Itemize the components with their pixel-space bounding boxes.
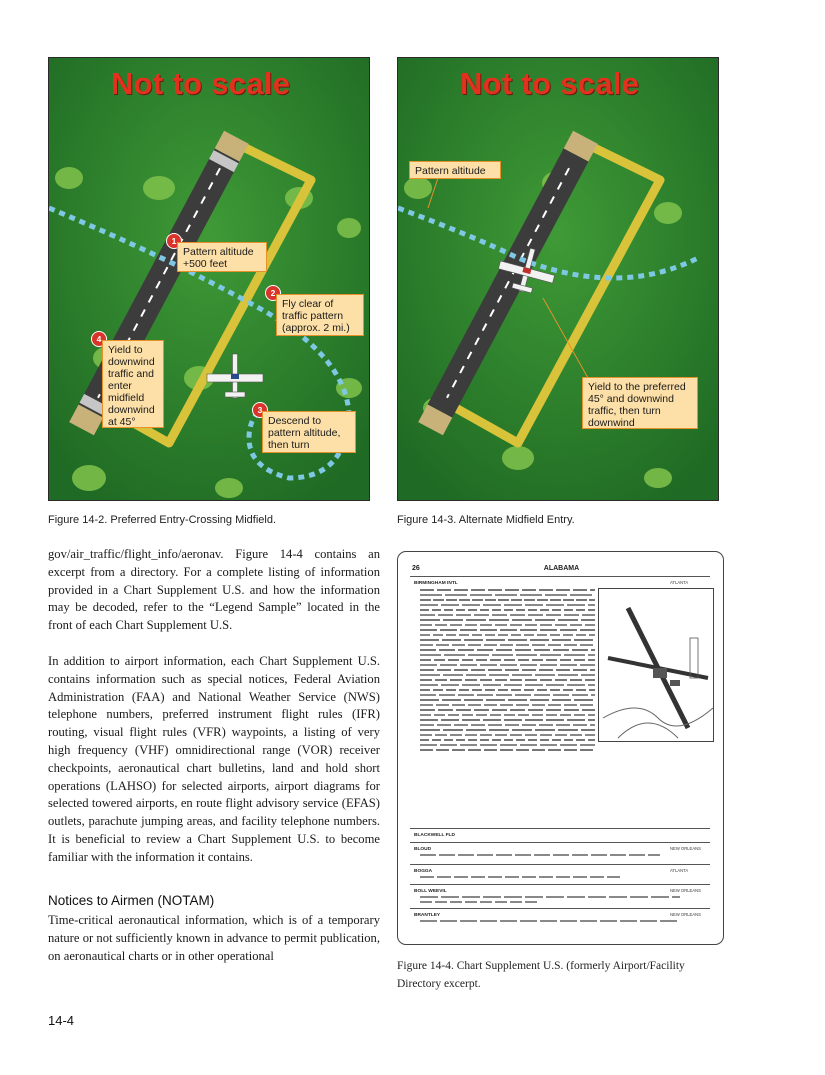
birmingham-detail-block bbox=[420, 587, 595, 754]
page-folio: 14-4 bbox=[48, 1013, 75, 1028]
callout-number-1: 1 bbox=[166, 233, 182, 249]
airport-diagram bbox=[598, 588, 714, 742]
callout-pattern-altitude-2: Pattern altitude bbox=[409, 161, 501, 179]
paragraph-notam: Time-critical aeronautical information, which is of a temporary nature or not sufficiently known in advance to permit publication, on aeronautical charts or in other operational bbox=[48, 913, 380, 963]
callout-yield-preferred: Yield to the preferred 45° and downwind traffic, then turn downwind bbox=[582, 377, 698, 429]
figure-14-2-caption: Figure 14-2. Preferred Entry-Crossing Midfield. bbox=[48, 514, 277, 526]
callout-number-3: 3 bbox=[252, 402, 268, 418]
directory-page-number: 26 bbox=[412, 565, 420, 572]
figure-14-3-caption: Figure 14-3. Alternate Midfield Entry. bbox=[397, 514, 575, 526]
directory-state-heading: ALABAMA bbox=[543, 565, 580, 572]
entry-name-birmingham: BIRMINGHAM INTL bbox=[414, 581, 458, 586]
callout-number-4: 4 bbox=[91, 331, 107, 347]
callout-pattern-altitude: Pattern altitude +500 feet bbox=[177, 242, 267, 272]
figure-14-2-illustration bbox=[48, 57, 370, 501]
callout-descend: Descend to pattern altitude, then turn bbox=[262, 411, 356, 453]
alternate-entry-diagram bbox=[398, 58, 718, 500]
figure-14-4-caption: Figure 14-4. Chart Supplement U.S. (formerly Airport/Facility Directory excerpt. bbox=[397, 960, 685, 990]
not-to-scale-headline-2: Not to scale bbox=[460, 66, 640, 101]
entry-name-bloud: BLOUD bbox=[414, 847, 432, 852]
chart-supplement-excerpt bbox=[397, 551, 724, 945]
entry-region-bogga: ATLANTA bbox=[670, 868, 689, 873]
not-to-scale-headline: Not to scale bbox=[111, 66, 291, 101]
entry-name-blackwell: BLACKWELL FLD bbox=[414, 833, 455, 838]
entry-region-bloud: NEW ORLEANS bbox=[670, 846, 701, 851]
entry-name-brantley: BRANTLEY bbox=[414, 913, 441, 918]
paragraph-directory-excerpt: gov/air_traffic/flight_info/aeronav. Figure 14-4 contains an excerpt from a directory. For a complete listing of information provided in a Chart Supplement U.S. and how the information may be decoded, refer to the “Legend Sample” located in the front of each Chart Supplement U.S. bbox=[48, 547, 380, 633]
callout-yield: Yield to downwind traffic and enter midfield downwind at 45° bbox=[102, 340, 164, 428]
figure-14-3-illustration bbox=[397, 57, 719, 501]
paragraph-chart-supplement-contents: In addition to airport information, each Chart Supplement U.S. contains information such as special notices, Federal Aviation Administration (FAA) and National Weather Service (NWS) telephone numbers, preferred instrument flight rules (IFR) routing, visual flight rules (VFR) waypoints, a listing of very high frequency (VHF) omnidirectional range (VOR) receiver checkpoints, aeronautical chart bulletins, land and hold short operations (LAHSO) for selected airports, airport diagrams for selected towered airports, en route flight advisory service (EFAS) outlets, parachute jumping areas, and facility telephone numbers. It is beneficial to review a Chart Supplement U.S. to become familiar with the information it contains. bbox=[48, 654, 380, 864]
notam-heading: Notices to Airmen (NOTAM) bbox=[48, 893, 215, 908]
entry-region-birmingham: ATLANTA bbox=[670, 580, 689, 585]
entry-name-boll-weevil: BOLL WEEVIL bbox=[414, 889, 447, 894]
entry-region-boll-weevil: NEW ORLEANS bbox=[670, 888, 701, 893]
callout-number-2: 2 bbox=[265, 285, 281, 301]
entry-name-bogga: BOGGA bbox=[414, 869, 433, 874]
callout-fly-clear: Fly clear of traffic pattern (approx. 2 mi.) bbox=[276, 294, 364, 336]
entry-region-brantley: NEW ORLEANS bbox=[670, 912, 701, 917]
